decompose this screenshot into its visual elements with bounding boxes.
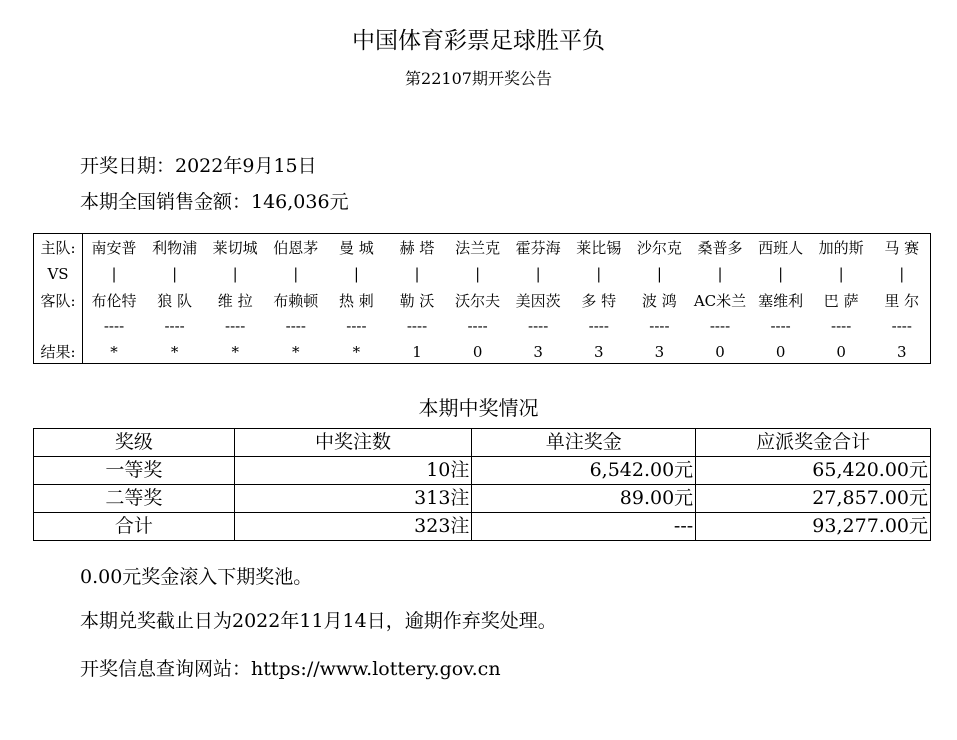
deadline-note: 本期兑奖截止日为2022年11月14日，逾期作弃奖处理。 — [80, 610, 557, 632]
home-team: 赫 塔 — [399, 239, 435, 257]
draw-date: 开奖日期：2022年9月15日 — [80, 155, 317, 177]
table-row — [34, 457, 931, 485]
home-label: 主队: — [40, 239, 76, 257]
dash-mark: ---- — [103, 317, 125, 335]
away-team: 塞维利 — [758, 292, 804, 310]
unit-prize: --- — [472, 513, 696, 541]
match-result: 3 — [897, 343, 907, 361]
dash-mark: ---- — [346, 317, 367, 335]
vs-mark: | — [475, 265, 481, 283]
home-team: 莱比锡 — [576, 239, 622, 257]
header-total: 应派奖金合计 — [696, 429, 931, 457]
total-prize: 27,857.00元 — [696, 485, 931, 513]
prize-level: 合计 — [34, 513, 235, 541]
away-team: 波 鸿 — [642, 292, 677, 310]
prize-level: 二等奖 — [34, 485, 235, 513]
match-result: 0 — [836, 343, 846, 361]
match-result: * — [110, 343, 118, 361]
issue-subtitle: 第22107期开奖公告 — [405, 69, 552, 88]
away-team: 狼 队 — [157, 292, 192, 310]
home-team: 莱切城 — [212, 239, 258, 257]
away-label: 客队: — [40, 292, 76, 310]
table-row — [34, 485, 931, 513]
home-team: 桑普多 — [697, 239, 743, 257]
unit-prize: 89.00元 — [472, 485, 696, 513]
away-team: 布伦特 — [91, 292, 137, 310]
dash-mark: ---- — [285, 317, 306, 335]
prize-header-row — [34, 429, 931, 457]
match-table — [33, 233, 931, 364]
away-team: 沃尔夫 — [455, 292, 501, 310]
header-count: 中奖注数 — [234, 429, 472, 457]
dash-mark: ---- — [891, 317, 912, 335]
away-team: 美因茨 — [515, 292, 561, 310]
vs-mark: | — [838, 265, 844, 283]
vs-label: VS — [47, 265, 69, 283]
home-team: 西班人 — [758, 239, 804, 257]
match-result: 0 — [775, 343, 786, 361]
match-result: 3 — [594, 343, 604, 361]
away-team: 巴 萨 — [823, 292, 859, 310]
prize-section-title: 本期中奖情况 — [418, 396, 539, 420]
home-team: 加的斯 — [818, 239, 864, 257]
vs-mark: | — [232, 265, 238, 283]
home-team: 沙尔克 — [636, 239, 682, 257]
away-team: 勒 沃 — [399, 292, 435, 310]
vs-row — [34, 261, 932, 287]
away-team: 布赖顿 — [273, 292, 319, 310]
vs-mark: | — [899, 265, 905, 283]
rollover-note: 0.00元奖金滚入下期奖池。 — [80, 566, 313, 588]
website-note: 开奖信息查询网站：https://www.lottery.gov.cn — [80, 658, 501, 680]
away-team: 多 特 — [581, 292, 617, 310]
vs-mark: | — [353, 265, 359, 283]
match-result: * — [231, 343, 239, 361]
prize-table — [33, 428, 931, 541]
vs-mark: | — [656, 265, 662, 283]
prize-level: 一等奖 — [34, 457, 235, 485]
vs-mark: | — [414, 265, 420, 283]
dash-mark: ---- — [831, 317, 852, 335]
dash-mark: ---- — [709, 317, 731, 335]
home-team: 霍芬海 — [515, 239, 561, 257]
dash-mark: ---- — [225, 317, 246, 335]
winner-count: 323注 — [234, 513, 472, 541]
dash-mark: ---- — [164, 317, 185, 335]
dash-mark: ---- — [588, 317, 609, 335]
dash-mark: ---- — [406, 317, 428, 335]
home-row — [34, 235, 932, 261]
vs-mark: | — [293, 265, 299, 283]
result-label: 结果: — [40, 343, 76, 361]
vs-mark: | — [778, 265, 784, 283]
away-team: 维 拉 — [217, 292, 253, 310]
header-unit: 单注奖金 — [472, 429, 696, 457]
vs-mark: | — [111, 265, 117, 283]
winner-count: 313注 — [234, 485, 472, 513]
match-result: * — [170, 343, 179, 361]
match-result: 3 — [654, 343, 665, 361]
page-title: 中国体育彩票足球胜平负 — [352, 28, 605, 54]
result-row — [34, 339, 932, 365]
vs-mark: | — [717, 265, 723, 283]
dash-row — [34, 313, 932, 339]
away-row — [34, 288, 932, 314]
home-team: 法兰克 — [455, 239, 501, 257]
header-level: 奖级 — [34, 429, 235, 457]
vs-mark: | — [535, 265, 541, 283]
match-result: 1 — [412, 343, 422, 361]
dash-mark: ---- — [467, 317, 488, 335]
match-result: * — [292, 343, 300, 361]
dash-mark: ---- — [528, 317, 549, 335]
home-team: 马 赛 — [884, 239, 920, 257]
winner-count: 10注 — [234, 457, 472, 485]
total-prize: 93,277.00元 — [696, 513, 931, 541]
away-team: 热 刺 — [339, 292, 374, 310]
match-result: 3 — [533, 343, 543, 361]
vs-mark: | — [172, 265, 178, 283]
dash-mark: ---- — [649, 317, 670, 335]
total-prize: 65,420.00元 — [696, 457, 931, 485]
match-result: 0 — [472, 343, 483, 361]
home-team: 曼 城 — [339, 239, 374, 257]
home-team: 南安普 — [91, 239, 137, 257]
sales-amount: 本期全国销售金额：146,036元 — [80, 191, 349, 213]
home-team: 伯恩茅 — [273, 239, 319, 257]
away-team: 里 尔 — [884, 292, 920, 310]
dash-mark: ---- — [770, 317, 791, 335]
match-result: 0 — [715, 343, 725, 361]
unit-prize: 6,542.00元 — [472, 457, 696, 485]
match-result: * — [352, 343, 361, 361]
vs-mark: | — [596, 265, 602, 283]
table-row — [34, 513, 931, 541]
home-team: 利物浦 — [152, 239, 198, 257]
away-team: AC米兰 — [693, 292, 747, 310]
